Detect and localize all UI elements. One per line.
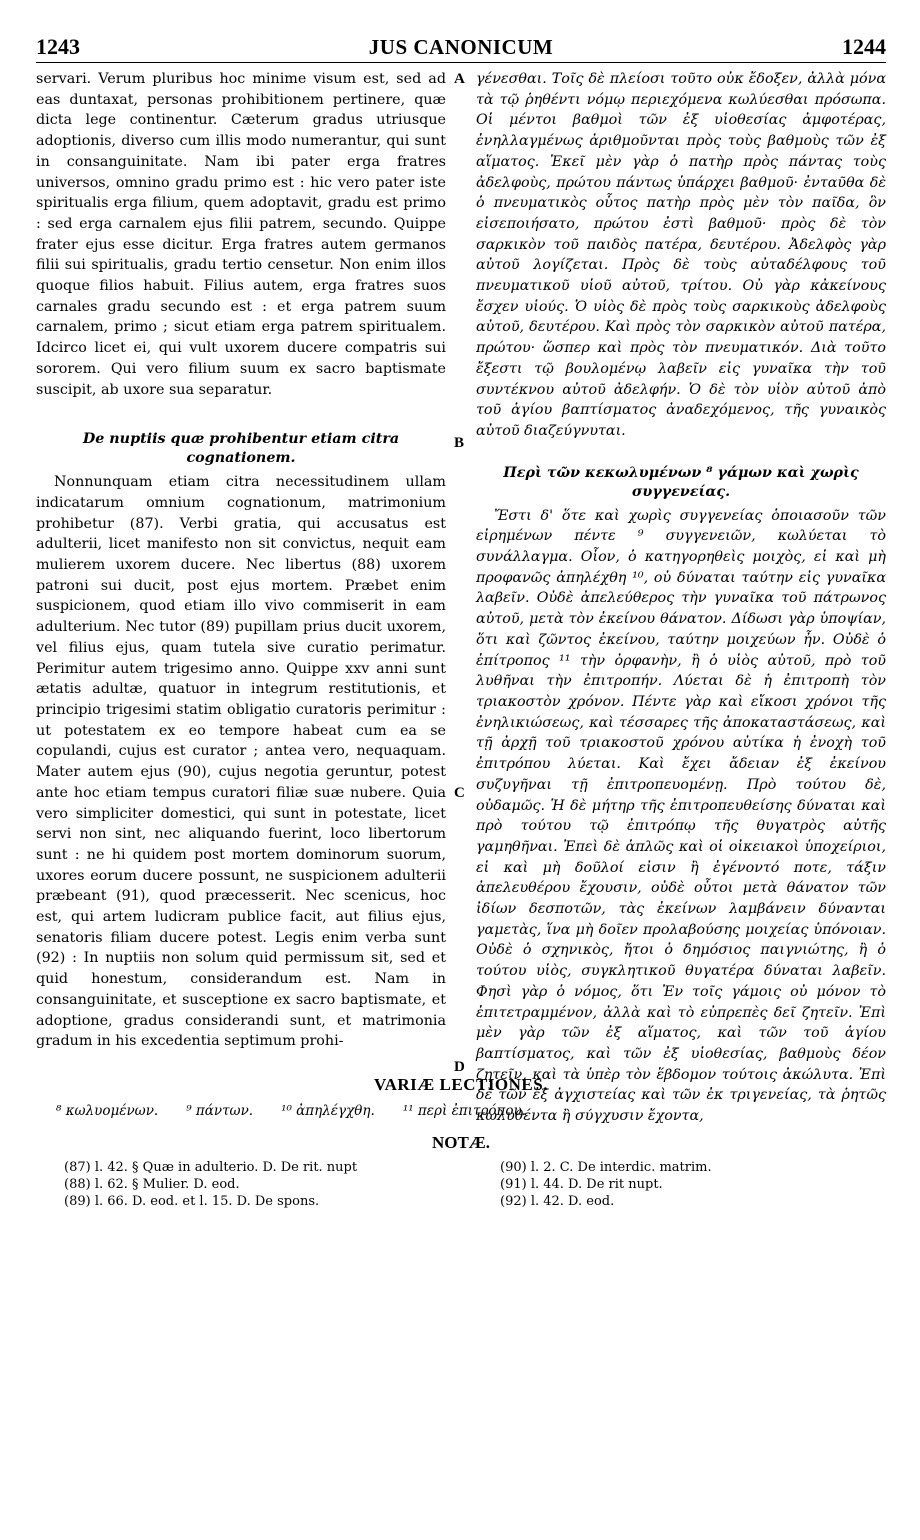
greek-paragraph-1: γένεσθαι. Τοῖς δὲ πλείοσι τοῦτο οὐκ ἔδοξεν, ἀλλὰ μόνα τὰ τῷ ῥηθέντι νόμῳ περιεχόμενα κωλύεσθαι πρόσωπα. Οἱ μέντοι βαθμοὶ τῶν ἐξ υἱοθεσίας ἀμφοτέρας, ἐνηλλαγμένως ἀριθμοῦνται πρὸς τοὺς βαθμοὺς τῶν ἐξ αἵματος. Ἐκεῖ μὲν γὰρ ὁ πατὴρ πρὸς πάντας τοὺς ἀδελφοὺς, πρώτου πάντως ὑπάρχει βαθμοῦ· ἐνταῦθα δὲ ὁ πνευματικὸς οὗτος πατὴρ πρὸς μὲν τὸν παῖδα, ὃν εἰσεποιήσατο, πρώτου ἐστὶ βαθμοῦ· πρὸς δὲ τὸν σαρκικὸν τοῦ παιδὸς πατέρα, δευτέρου. Ἀδελφὸς γὰρ αὐτοῦ λογίζεται. Πρὸς δὲ τοὺς αὐταδέλφους τοῦ πνευματικοῦ υἱοῦ αὐτοῦ, τρίτου. Οὐ γὰρ κἀκείνους ἔσχεν υἱούς. Ὁ υἱὸς δὲ πρὸς τοὺς σαρκικοὺς ἀδελφοὺς αὐτοῦ, δευτέρου. Καὶ πρὸς τὸν σαρκικὸν αὐτοῦ πατέρα, πρώτου· ὥσπερ καὶ πρὸς τὸν πνευματικόν. Διὰ τοῦτο ἔξεστι τῷ βουλομένῳ λαβεῖν εἰς γυναῖκα τὴν τοῦ συντέκνου αὐτοῦ ἀδελφήν. Ὁ δὲ τὸν υἱὸν αὐτοῦ ἀπὸ τοῦ ἁγίου βαπτίσματος ἀναδεχόμενος, τῆς γυναικὸς αὐτοῦ διαζεύγνυται. (476, 71, 886, 439)
footnote: (91) l. 44. D. De rit nupt. (500, 1177, 663, 1192)
margin-marker-a: A (454, 71, 465, 87)
margin-marker-b: B (454, 435, 465, 451)
greek-paragraph-2: Ἔστι δ' ὅτε καὶ χωρὶς συγγενείας ὁποιασοῦν τῶν εἰρημένων πέντε ⁹ συγγενειῶν, κωλύεται τὸ συνάλλαγμα. Οἷον, ὁ κατηγορηθεὶς μοιχὸς, εἰ καὶ μὴ προφανῶς ἀπηλέχθη ¹⁰, οὐ δύναται ταύτην εἰς γυναῖκα λαβεῖν. Οὐδὲ ἀπελεύθερος τὴν γυναῖκα τοῦ πάτρωνος αὐτοῦ, μετὰ τὸν ἐκείνου θάνατον. Δίδωσι γὰρ ὑποψίαν, ὅτι καὶ ζῶντος ἐκείνου, ταύτην μοιχεύων ἦν. Οὐδὲ ὁ ἐπίτροπος ¹¹ τὴν ὀρφανὴν, ἢ ὁ υἱὸς αὐτοῦ, πρὸ τοῦ λυθῆναι τὴν ἐπιτροπήν. Λύεται δὲ ἡ ἐπιτροπὴ τὸν τριακοστὸν χρόνον. Πέντε γὰρ καὶ εἴκοσι χρόνοι τῆς ἐνηλικιώσεως, καὶ τέσσαρες τῆς ἀποκαταστάσεως, καὶ τῇ ἀρχῇ τοῦ τριακοστοῦ χρόνου αὐτίκα ἡ ἐνοχὴ τοῦ ἐπιτρόπου λύεται. Καὶ ἔχει ἄδειαν ἐξ ἐκείνου συζυγῆναι τῇ ἐπιτροπευομένῃ. Πρὸ τούτου δὲ, οὐδαμῶς. Ἡ δὲ μήτηρ τῆς ἐπιτροπευθείσης δύναται καὶ πρὸ τούτου τῷ ἐπιτρόπῳ τῆς θυγατρὸς αὐτῆς γαμηθῆναι. Ἐπεὶ δὲ ἁπλῶς καὶ οἱ οἰκειακοὶ ὑποχείριοι, εἰ καὶ μὴ δοῦλοί εἰσιν ἢ ἐγένοντό ποτε, τάξιν ἀπελευθέρου ἔχουσιν, οὐδὲ οὗτοι μετὰ θάνατον τῶν ἰδίων δεσποτῶν, τὰς ἐκείνων λαμβάνειν δύνανται γαμετὰς, ἵνα μὴ δοῖεν προλαβούσης μοιχείας ὑπόνοιαν. Οὐδὲ ὁ σχηνικὸς, ἤτοι ὁ δημόσιος παιγνιώτης, ἢ ὁ τούτου υἱὸς, συγκλητικοῦ θυγατέρα δύναται λαβεῖν. Φησὶ γὰρ ὁ νόμος, ὅτι Ἐν τοῖς γάμοις οὐ μόνον τὸ ἐπιτετραμμένον, ἀλλὰ καὶ τὸ εὐπρεπὲς δεῖ ζητεῖν. Ἐπὶ μὲν γὰρ τῶν ἐξ αἵματος, καὶ τῶν τοῦ ἁγίου βαπτίσματος, καὶ τῶν ἐξ υἱοθεσίας, βαθμοὺς δέον ζητεῖν, καὶ τὰ ὑπὲρ τὸν ἕβδομον τούτοις ἀκώλυτα. Ἐπὶ δὲ τῶν ἐξ ἀγχιστείας καὶ τῶν ἐκ τριγενείας, τὰ ῥητῶς κωλυθέντα ἢ σύγχυσιν ἔχοντα, (476, 507, 886, 1125)
notae-left-column (64, 1159, 450, 1210)
running-title: JUS CANONICUM (368, 35, 554, 59)
page-header (36, 34, 886, 63)
latin-section-title: De nuptiis quæ prohibentur etiam citra cognationem. (82, 431, 400, 467)
footnote: (90) l. 2. C. De interdic. matrim. (500, 1160, 712, 1175)
notae (36, 1133, 886, 1210)
margin-marker-c: C (454, 785, 465, 801)
left-page-number: 1243 (36, 34, 80, 59)
latin-paragraph-1: servari. Verum pluribus hoc minime visum est, sed ad eas duntaxat, personas prohibitionem pertinere, quæ dicta lege continentur. Cæterum gradus utriusque adoptionis, diverso cum illis modo numerantur, qui sunt in consanguinitate. Nam ibi pater erga fratres universos, omnino gradu primo est : hic vero pater iste spiritualis erga filium, quem adoptavit, gradu est primo : sed erga carnalem ejus filii patrem, secundo. Quippe frater ejus esse dicitur. Erga fratres autem germanos filii sui spiritualis, gradu tertio censetur. Non enim illos quoque filios habuit. Filius autem, erga fratres suos carnales gradu secundo est : et erga patrem suum carnalem, primo ; sicut etiam erga patrem spiritualem. Idcirco licet ei, qui vult uxorem ducere compatris sui sororem. Qui vero filium suum ex sacro baptismate suscipit, ab uxore sua separatur. (36, 71, 446, 398)
latin-paragraph-2: Nonnunquam etiam citra necessitudinem ullam indicatarum omnium cognationum, matrimonium prohibetur (87). Verbi gratia, qui accusatus est adulterii, licet manifesto non sit convictus, nequit eam mulierem uxorem ducere. Nec libertus (88) uxorem patroni sui ducit, post ejus mortem. Præbet enim suspicionem, quod etiam illo vivo commiserit in eam adulterium. Nec tutor (89) pupillam prius ducit uxorem, vel filius ejus, quam tutela sive curatio perimatur. Perimitur autem trigesimo anno. Quippe xxv anni sunt ætatis adultæ, quatuor in integrum restitutionis, et principio trigesimi statim obligatio curatoris perimitur : ut potestatem ex eo tempore habeat cum ea se copulandi, cujus est curator ; antea vero, nequaquam. Mater autem ejus (90), cujus negotia geruntur, potest ante hoc etiam tempus curatori filiæ suæ nubere. Quia vero simpliciter domestici, qui sunt in potestate, licet servi non sint, nec aliquando fuerint, loco libertorum sunt : ne hi quidem post mortem dominorum suorum, uxores eorum ducere possunt, ne suspicionem adulterii præbeant (91), quod præcesserit. Nec scenicus, hoc est, qui artem ludicram publice facit, aut filius ejus, senatoris filiam ducere potest. Legis enim verba sunt (92) : In nuptiis non solum quid permissum sit, sed et quid honestum, considerandum est. Nam in consanguinitate, et susceptione ex sacro baptismate, et adoptione, gradus considerandi sunt, et matrimonia gradum in his excedentia septimum prohi- (36, 474, 446, 1050)
variant-reading: ⁹ πάντων. (186, 1103, 254, 1119)
notae-title: NOTÆ. (431, 1133, 491, 1152)
variant-reading: ¹⁰ ἀπηλέγχθη. (281, 1103, 375, 1119)
footnote: (92) l. 42. D. eod. (500, 1194, 615, 1209)
notae-right-column (500, 1159, 886, 1210)
footnote: (89) l. 66. D. eod. et l. 15. D. De spons. (64, 1194, 320, 1209)
latin-column (36, 69, 446, 1069)
greek-column (476, 69, 886, 1125)
right-page-number: 1244 (841, 34, 886, 59)
footnote: (87) l. 42. § Quæ in adulterio. D. De rit. nupt (64, 1160, 358, 1175)
margin-marker-d: D (454, 1059, 465, 1075)
greek-section-title: Περὶ τῶν κεκωλυμένων ⁸ γάμων καὶ χωρὶς συγγενείας. (503, 464, 859, 500)
notae-notes (36, 1159, 886, 1210)
variae-title: VARIÆ LECTIONES. (374, 1075, 548, 1094)
variant-reading: ⁸ κωλυομένων. (56, 1103, 159, 1119)
footnote: (88) l. 62. § Mulier. D. eod. (64, 1177, 240, 1192)
variant-reading: ¹¹ περὶ ἐπιτρόπου. (402, 1103, 527, 1119)
